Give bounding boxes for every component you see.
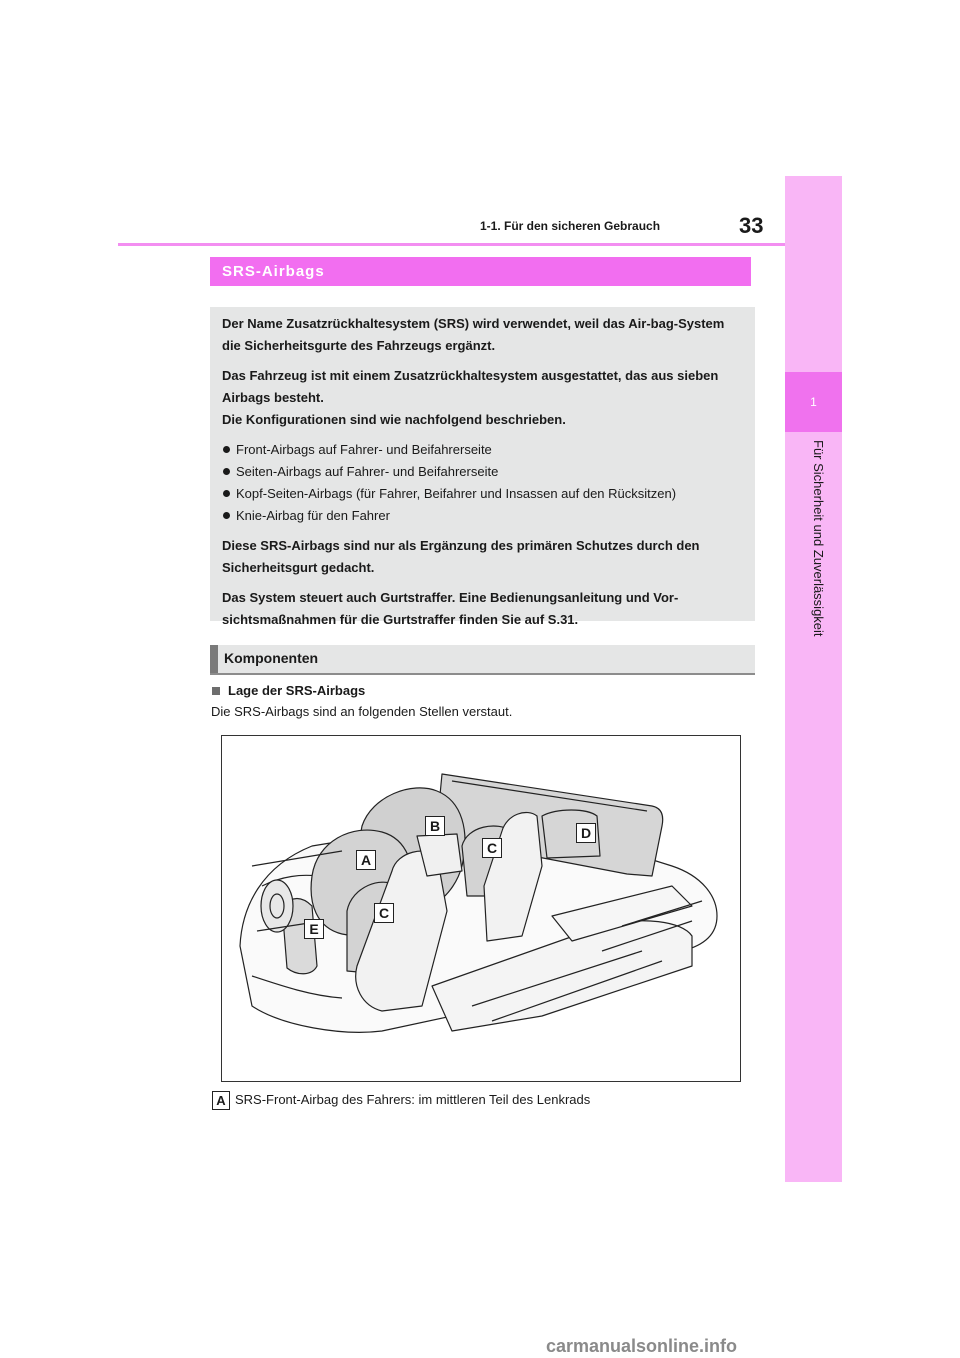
car-interior-drawing	[222, 736, 742, 1083]
location-subheading	[212, 683, 365, 698]
list-item: Front-Airbags auf Fahrer- und Beifahrerseite	[222, 439, 745, 461]
side-tab	[785, 176, 842, 1182]
components-header	[210, 645, 755, 675]
location-body: Die SRS-Airbags sind an folgenden Stellen verstaut.	[211, 704, 513, 719]
side-tab-label: Für Sicherheit und Zuverlässigkeit	[811, 440, 826, 637]
components-title: Komponenten	[224, 650, 319, 666]
location-subheading-text: Lage der SRS-Airbags	[228, 683, 366, 698]
intro-paragraph-4: Das System steuert auch Gurtstraffer. Eine Bedienungsanleitung und Vor-sichtsmaßnahmen für die Gurtstraffer finden Sie auf S.31.	[222, 590, 679, 627]
figure-label-c-rear: C	[482, 838, 502, 858]
header-rule	[118, 243, 785, 246]
figure-label-a: A	[356, 850, 376, 870]
airbag-list	[222, 439, 745, 527]
side-tab-number: 1	[785, 372, 842, 432]
intro-paragraph-2b: Die Konfigurationen sind wie nachfolgend beschrieben.	[222, 412, 566, 427]
figure-label-d: D	[576, 823, 596, 843]
page-number: 33	[739, 213, 764, 238]
figure-label-c-front: C	[374, 903, 394, 923]
caption-text: SRS-Front-Airbag des Fahrers: im mittleren Teil des Lenkrads	[235, 1092, 591, 1107]
components-header-bar	[210, 645, 218, 673]
section-title: SRS-Airbags	[210, 257, 751, 286]
figure-label-b: B	[425, 816, 445, 836]
caption-key: A	[212, 1091, 230, 1110]
chapter-title: 1-1. Für den sicheren Gebrauch	[480, 219, 661, 233]
figure-label-e: E	[304, 919, 324, 939]
list-item: Kopf-Seiten-Airbags (für Fahrer, Beifahrer und Insassen auf den Rücksitzen)	[222, 483, 745, 505]
intro-paragraph-1: Der Name Zusatzrückhaltesystem (SRS) wird verwendet, weil das Air-bag-System die Sicherheitsgurte des Fahrzeugs ergänzt.	[222, 316, 725, 353]
list-item: Knie-Airbag für den Fahrer	[222, 505, 745, 527]
intro-paragraph-2a: Das Fahrzeug ist mit einem Zusatzrückhaltesystem ausgestattet, das aus sieben Airbags besteht.	[222, 368, 719, 405]
intro-paragraph-3: Diese SRS-Airbags sind nur als Ergänzung des primären Schutzes durch den Sicherheitsgurt gedacht.	[222, 538, 700, 575]
watermark: carmanualsonline.info	[546, 1336, 738, 1356]
square-bullet-icon	[212, 687, 220, 695]
airbag-illustration	[221, 735, 741, 1082]
list-item: Seiten-Airbags auf Fahrer- und Beifahrerseite	[222, 461, 745, 483]
intro-box	[210, 307, 755, 627]
